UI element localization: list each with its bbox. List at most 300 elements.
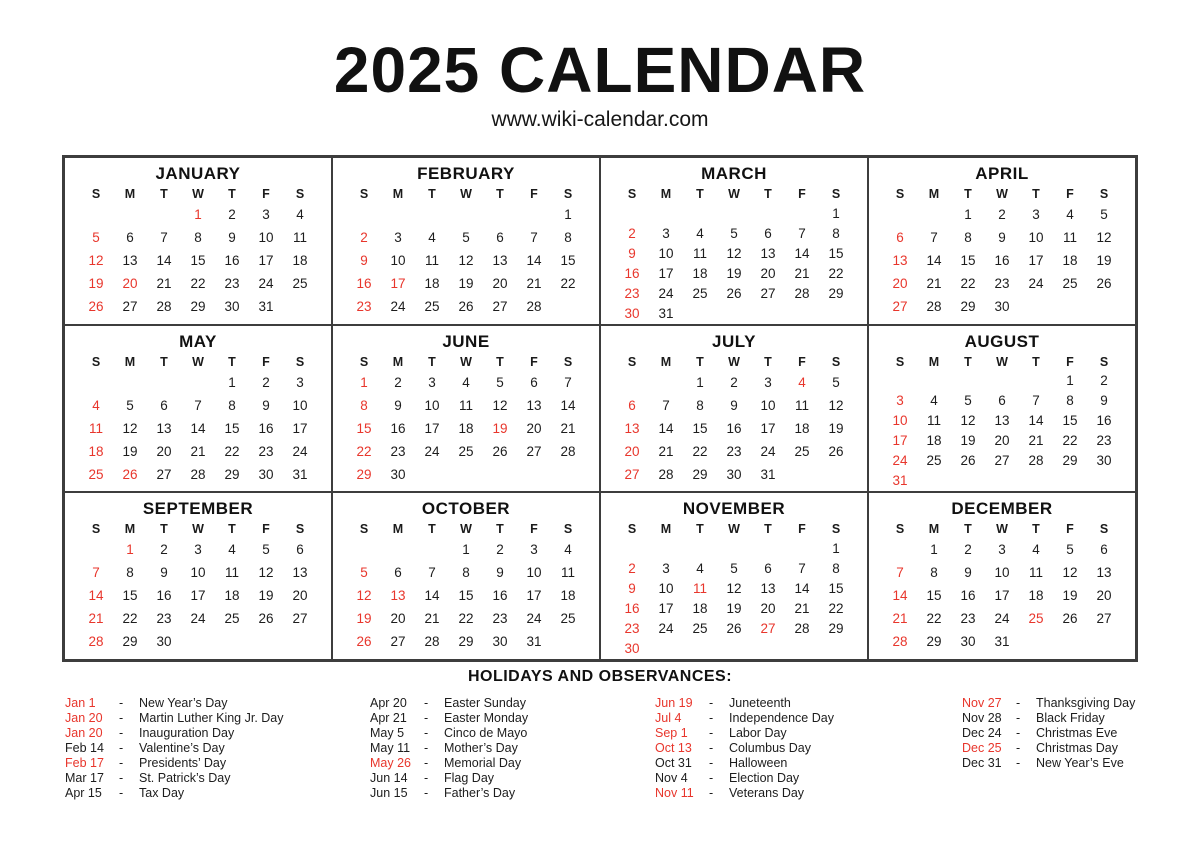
day-number: 30 — [258, 466, 274, 482]
day-number: 5 — [832, 374, 840, 390]
day-number: 2 — [964, 542, 972, 558]
holiday-name: Juneteenth — [729, 696, 791, 710]
day-number: 29 — [190, 299, 206, 314]
day-number: 25 — [692, 285, 708, 301]
day-number: 26 — [356, 634, 372, 650]
week-row — [79, 249, 317, 272]
day-number: 10 — [292, 397, 308, 413]
day-number: 16 — [726, 420, 742, 436]
holiday-date: May 26 — [370, 756, 411, 770]
day-number: 22 — [828, 265, 844, 281]
weekday-label: M — [928, 354, 940, 369]
day-number: 2 — [160, 542, 168, 558]
month-february — [332, 157, 600, 325]
day-number: 25 — [1028, 611, 1044, 627]
holiday-separator: - — [709, 771, 714, 785]
week-row — [79, 630, 317, 653]
holiday-row — [962, 726, 1150, 741]
weekday-label: W — [460, 187, 472, 201]
day-number: 11 — [1028, 565, 1043, 581]
day-number: 9 — [160, 565, 168, 581]
day-number: 19 — [356, 611, 372, 627]
holidays-column — [65, 696, 370, 801]
month-days — [79, 203, 317, 323]
day-number: 16 — [624, 265, 640, 281]
holiday-date: Nov 28 — [962, 711, 1002, 725]
day-number: 5 — [964, 393, 972, 409]
month-title: FEBRUARY — [417, 164, 515, 183]
day-number: 27 — [1096, 611, 1112, 627]
day-number: 8 — [228, 397, 236, 413]
weekday-label: S — [295, 187, 305, 201]
week-row — [883, 607, 1121, 630]
day-number: 31 — [258, 299, 274, 314]
holiday-name: Easter Sunday — [444, 696, 526, 710]
day-number: 7 — [194, 397, 202, 413]
day-number: 15 — [560, 253, 576, 268]
week-row — [79, 463, 317, 486]
day-number: 13 — [760, 580, 776, 596]
month-title: MAY — [179, 331, 217, 351]
day-number: 10 — [1028, 230, 1044, 245]
week-row — [79, 203, 317, 226]
day-number: 6 — [764, 560, 772, 576]
weekday-label: F — [798, 354, 806, 369]
day-number: 23 — [726, 443, 742, 459]
weekday-label: W — [996, 522, 1008, 537]
week-row — [79, 561, 317, 584]
day-number: 19 — [960, 433, 976, 449]
day-number: 17 — [526, 588, 542, 604]
day-number: 14 — [892, 588, 908, 604]
month-june — [332, 325, 600, 493]
day-number: 30 — [156, 634, 172, 650]
day-number: 8 — [462, 565, 470, 581]
holiday-date: Sep 1 — [655, 726, 688, 740]
month-days — [883, 203, 1121, 323]
week-row — [615, 558, 853, 578]
day-number: 3 — [530, 542, 538, 558]
day-number: 9 — [730, 397, 738, 413]
day-number: 1 — [462, 542, 470, 558]
weekday-label: W — [728, 187, 740, 201]
holiday-row — [962, 711, 1150, 726]
day-number: 24 — [292, 443, 308, 459]
weekday-header-row — [615, 520, 853, 538]
week-row — [79, 394, 317, 417]
month-title: DECEMBER — [951, 499, 1053, 519]
day-number: 1 — [964, 207, 972, 222]
month-title: OCTOBER — [421, 499, 511, 519]
day-number: 23 — [224, 276, 240, 291]
weekday-label: S — [895, 187, 905, 201]
day-number: 30 — [994, 299, 1010, 314]
day-number: 7 — [160, 230, 168, 245]
day-number: 6 — [160, 397, 168, 413]
holiday-name: Veterans Day — [729, 786, 805, 800]
month-title: AUGUST — [964, 331, 1040, 351]
day-number: 18 — [224, 588, 240, 604]
day-number: 3 — [662, 560, 670, 576]
day-number: 13 — [624, 420, 640, 436]
day-number: 3 — [262, 207, 270, 222]
day-number: 21 — [156, 276, 172, 291]
day-number: 8 — [1066, 393, 1074, 409]
day-number: 24 — [526, 611, 542, 627]
day-number: 12 — [726, 245, 742, 261]
day-number: 15 — [190, 253, 206, 268]
day-number: 4 — [228, 542, 236, 558]
day-number: 25 — [692, 620, 708, 636]
weekday-header-row — [79, 353, 317, 371]
day-number: 23 — [156, 611, 172, 627]
day-number: 24 — [190, 611, 206, 627]
day-number: 17 — [190, 588, 206, 604]
holiday-name: New Year’s Eve — [1036, 756, 1124, 770]
day-number: 8 — [930, 565, 938, 581]
day-number: 12 — [356, 588, 372, 604]
day-number: 7 — [428, 565, 436, 581]
holiday-name: Valentine’s Day — [139, 741, 225, 755]
weekday-label: F — [1066, 522, 1074, 537]
week-row — [883, 249, 1121, 272]
day-number: 30 — [624, 640, 640, 656]
day-number: 28 — [794, 620, 810, 636]
day-number: 2 — [394, 374, 402, 390]
day-number: 20 — [892, 276, 908, 291]
day-number: 15 — [828, 245, 844, 261]
day-number: 23 — [258, 443, 274, 459]
holiday-name: Labor Day — [729, 726, 787, 740]
holiday-date: Oct 31 — [655, 756, 692, 770]
site-url: www.wiki-calendar.com — [491, 108, 709, 131]
day-number: 17 — [258, 253, 274, 268]
day-number: 3 — [998, 542, 1006, 558]
day-number: 10 — [390, 253, 406, 268]
holiday-row — [655, 741, 962, 756]
day-number: 5 — [1100, 207, 1108, 222]
day-number: 6 — [296, 542, 304, 558]
day-number: 19 — [828, 420, 844, 436]
day-number: 22 — [560, 276, 576, 291]
holiday-separator: - — [1016, 741, 1021, 755]
day-number: 26 — [458, 299, 474, 314]
day-number: 22 — [224, 443, 240, 459]
day-number: 10 — [258, 230, 274, 245]
weekday-label: F — [1066, 187, 1074, 201]
day-number: 27 — [760, 620, 776, 636]
weekday-label: T — [428, 522, 436, 537]
day-number: 30 — [624, 305, 640, 321]
holiday-separator: - — [119, 741, 124, 755]
day-number: 9 — [228, 230, 236, 245]
holiday-date: Jul 4 — [655, 711, 682, 725]
week-row — [347, 561, 585, 584]
holiday-date: May 11 — [370, 741, 411, 755]
day-number: 5 — [462, 230, 470, 245]
day-number: 29 — [1062, 453, 1078, 469]
holiday-date: Nov 11 — [655, 786, 694, 800]
day-number: 16 — [224, 253, 240, 268]
weekday-label: F — [530, 522, 538, 537]
holiday-name: Black Friday — [1036, 711, 1105, 725]
holiday-row — [655, 786, 962, 801]
day-number: 3 — [394, 230, 402, 245]
day-number: 22 — [828, 600, 844, 616]
weekday-label: T — [160, 354, 168, 369]
day-number: 9 — [1100, 393, 1108, 409]
day-number: 12 — [828, 397, 844, 413]
holiday-separator: - — [424, 711, 429, 725]
day-number: 26 — [1096, 276, 1112, 291]
holiday-date: Jan 20 — [65, 711, 103, 725]
weekday-label: F — [798, 187, 806, 201]
day-number: 15 — [926, 588, 942, 604]
holiday-name: Cinco de Mayo — [444, 726, 528, 740]
weekday-label: T — [160, 187, 168, 201]
holiday-name: Thanksgiving Day — [1036, 696, 1136, 710]
week-row — [883, 538, 1121, 561]
week-row — [615, 598, 853, 618]
weekday-label: M — [124, 187, 136, 201]
day-number: 26 — [88, 299, 104, 314]
day-number: 31 — [760, 466, 776, 482]
holiday-separator: - — [1016, 726, 1021, 740]
day-number: 21 — [1028, 433, 1044, 449]
day-number: 27 — [760, 285, 776, 301]
holiday-name: Martin Luther King Jr. Day — [139, 711, 284, 725]
day-number: 14 — [794, 580, 810, 596]
holiday-name: Christmas Day — [1036, 741, 1118, 755]
day-number: 13 — [492, 253, 508, 268]
month-november — [600, 492, 868, 660]
holiday-date: Jun 14 — [370, 771, 408, 785]
holiday-separator: - — [709, 726, 714, 740]
weekday-label: T — [428, 354, 436, 369]
month-october — [332, 492, 600, 660]
day-number: 17 — [658, 265, 674, 281]
holiday-date: Jan 1 — [65, 696, 96, 710]
holiday-row — [370, 696, 655, 711]
day-number: 7 — [530, 230, 538, 245]
weekday-label: W — [192, 187, 204, 201]
page-title: 2025 CALENDAR — [333, 34, 867, 106]
day-number: 15 — [1062, 413, 1078, 429]
week-row — [347, 584, 585, 607]
day-number: 1 — [360, 374, 368, 390]
day-number: 11 — [926, 413, 941, 429]
day-number: 20 — [624, 443, 640, 459]
weekday-label: T — [964, 354, 972, 369]
day-number: 31 — [526, 634, 542, 650]
month-december — [868, 492, 1136, 660]
day-number: 1 — [1066, 373, 1074, 389]
week-row — [615, 303, 853, 323]
week-row — [615, 394, 853, 417]
week-row — [883, 411, 1121, 431]
day-number: 14 — [794, 245, 810, 261]
weekday-label: T — [1032, 522, 1040, 537]
day-number: 20 — [122, 276, 138, 291]
holiday-date: Dec 24 — [962, 726, 1002, 740]
day-number: 1 — [228, 374, 236, 390]
holiday-row — [655, 771, 962, 786]
weekday-label: T — [964, 522, 972, 537]
holiday-row — [65, 696, 370, 711]
day-number: 28 — [794, 285, 810, 301]
holiday-separator: - — [709, 711, 714, 725]
day-number: 3 — [764, 374, 772, 390]
day-number: 28 — [424, 634, 440, 650]
day-number: 3 — [194, 542, 202, 558]
day-number: 10 — [892, 413, 908, 429]
day-number: 5 — [730, 225, 738, 241]
week-row — [79, 538, 317, 561]
holiday-separator: - — [1016, 711, 1021, 725]
day-number: 13 — [760, 245, 776, 261]
holiday-separator: - — [424, 771, 429, 785]
day-number: 3 — [428, 374, 436, 390]
day-number: 12 — [458, 253, 474, 268]
day-number: 20 — [156, 443, 172, 459]
day-number: 17 — [892, 433, 908, 449]
holiday-name: Election Day — [729, 771, 800, 785]
day-number: 6 — [628, 397, 636, 413]
day-number: 7 — [92, 565, 100, 581]
day-number: 22 — [960, 276, 976, 291]
week-row — [615, 283, 853, 303]
weekday-label: S — [563, 522, 573, 537]
week-row — [615, 223, 853, 243]
day-number: 23 — [994, 276, 1010, 291]
week-row — [883, 630, 1121, 653]
day-number: 4 — [564, 542, 572, 558]
month-days — [79, 371, 317, 491]
day-number: 25 — [794, 443, 810, 459]
day-number: 6 — [1100, 542, 1108, 558]
day-number: 8 — [360, 397, 368, 413]
weekday-label: T — [228, 522, 236, 537]
day-number: 24 — [1028, 276, 1044, 291]
holiday-date: Dec 31 — [962, 756, 1002, 770]
day-number: 27 — [122, 299, 138, 314]
day-number: 20 — [292, 588, 308, 604]
weekday-label: M — [660, 522, 672, 537]
holidays-column — [655, 696, 962, 801]
holiday-row — [65, 771, 370, 786]
day-number: 29 — [828, 620, 844, 636]
day-number: 22 — [356, 443, 372, 459]
day-number: 26 — [726, 285, 742, 301]
day-number: 12 — [492, 397, 508, 413]
holiday-row — [962, 696, 1150, 711]
day-number: 5 — [262, 542, 270, 558]
day-number: 24 — [994, 611, 1010, 627]
week-row — [615, 638, 853, 658]
weekday-label: S — [831, 187, 841, 201]
week-row — [883, 471, 1121, 491]
holiday-row — [65, 756, 370, 771]
weekday-label: F — [1066, 354, 1074, 369]
day-number: 4 — [296, 207, 304, 222]
day-number: 11 — [224, 565, 239, 581]
weekday-label: S — [295, 522, 305, 537]
day-number: 6 — [530, 374, 538, 390]
day-number: 21 — [190, 443, 206, 459]
day-number: 25 — [292, 276, 308, 291]
day-number: 25 — [560, 611, 576, 627]
day-number: 11 — [794, 397, 809, 413]
weekday-label: T — [764, 354, 772, 369]
day-number: 19 — [458, 276, 474, 291]
day-number: 18 — [292, 253, 308, 268]
weekday-label: T — [696, 522, 704, 537]
holiday-separator: - — [424, 696, 429, 710]
weekday-label: T — [1032, 354, 1040, 369]
day-number: 16 — [258, 420, 274, 436]
day-number: 28 — [892, 634, 908, 650]
week-row — [347, 440, 585, 463]
weekday-label: T — [496, 522, 504, 537]
day-number: 28 — [658, 466, 674, 482]
day-number: 24 — [892, 453, 908, 469]
weekday-label: S — [91, 187, 101, 201]
day-number: 22 — [122, 611, 138, 627]
day-number: 15 — [356, 420, 372, 436]
day-number: 12 — [960, 413, 976, 429]
holiday-date: Mar 17 — [65, 771, 104, 785]
weekday-label: S — [627, 522, 637, 537]
day-number: 12 — [258, 565, 274, 581]
day-number: 3 — [662, 225, 670, 241]
weekday-label: S — [1099, 187, 1109, 201]
month-march — [600, 157, 868, 325]
holiday-separator: - — [119, 756, 124, 770]
day-number: 20 — [760, 265, 776, 281]
day-number: 7 — [1032, 393, 1040, 409]
day-number: 13 — [1096, 565, 1112, 581]
day-number: 22 — [926, 611, 942, 627]
day-number: 2 — [628, 560, 636, 576]
holiday-date: Apr 20 — [370, 696, 407, 710]
day-number: 10 — [190, 565, 206, 581]
holiday-separator: - — [424, 756, 429, 770]
holiday-date: Jan 20 — [65, 726, 103, 740]
day-number: 7 — [564, 374, 572, 390]
holiday-separator: - — [709, 741, 714, 755]
weekday-label: T — [696, 187, 704, 201]
holiday-row — [655, 696, 962, 711]
holiday-separator: - — [1016, 696, 1021, 710]
day-number: 1 — [194, 207, 202, 222]
month-july — [600, 325, 868, 493]
day-number: 17 — [1028, 253, 1044, 268]
week-row — [79, 295, 317, 318]
day-number: 26 — [726, 620, 742, 636]
day-number: 30 — [224, 299, 240, 314]
holiday-row — [65, 786, 370, 801]
day-number: 26 — [492, 443, 508, 459]
day-number: 16 — [390, 420, 406, 436]
day-number: 30 — [960, 634, 976, 650]
day-number: 15 — [224, 420, 240, 436]
day-number: 1 — [696, 374, 704, 390]
day-number: 2 — [262, 374, 270, 390]
weekday-label: S — [91, 522, 101, 537]
holiday-date: Nov 27 — [962, 696, 1002, 710]
day-number: 2 — [1100, 373, 1108, 389]
holiday-date: Jun 15 — [370, 786, 408, 800]
